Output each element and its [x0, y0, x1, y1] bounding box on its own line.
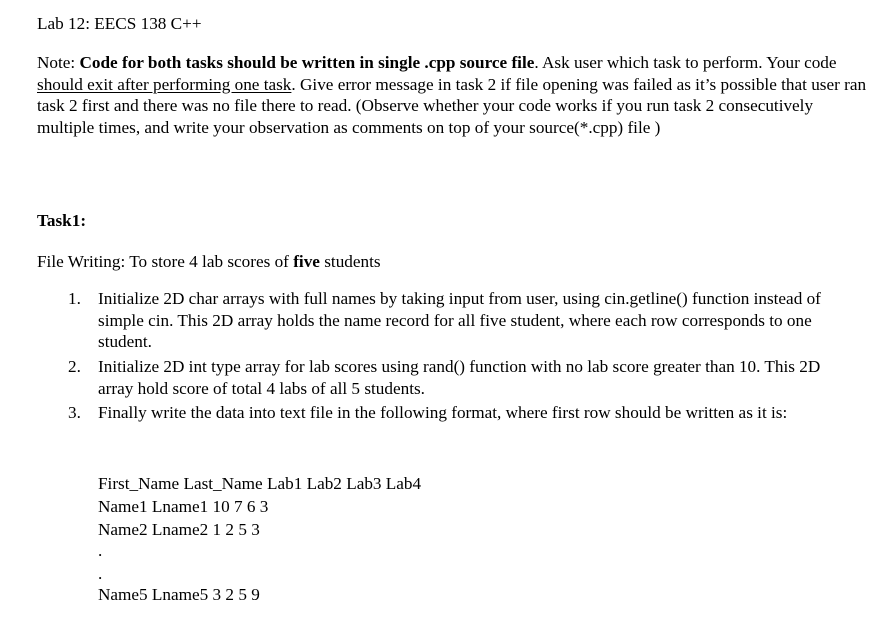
format-ellipsis-dot: . [98, 541, 103, 560]
format-line: Name5 Lname5 3 2 5 9 [98, 585, 260, 604]
note-underlined-text: should exit after performing one task [37, 74, 292, 94]
list-text: Initialize 2D int type array for lab scores using rand() function with no lab score greater than 10. This 2D array hold score of total 4 labs of all 5 students. [98, 357, 821, 398]
note-paragraph [37, 52, 867, 138]
task1-intro [37, 251, 381, 272]
format-header-line: First_Name Last_Name Lab1 Lab2 Lab3 Lab4 [98, 474, 422, 493]
format-ellipsis-dot: . [98, 564, 103, 583]
format-line: Name1 Lname1 10 7 6 3 [98, 497, 269, 516]
task1-heading: Task1: [37, 211, 87, 230]
list-number: 3. [68, 403, 81, 422]
intro-bold: five [293, 252, 320, 271]
list-number: 1. [68, 289, 81, 308]
list-text: Finally write the data into text file in the following format, where first row should be written as it is: [98, 403, 788, 422]
list-number: 2. [68, 357, 81, 376]
note-prefix: Note: [37, 53, 80, 72]
intro-suffix: students [319, 252, 381, 271]
note-text-2: . Give error message in task 2 if file opening was failed as it’s possible that user ran task 2 first and there was no file there to read. (Observe whether your code works if you run task 2 consecutively multiple times, and write your observation as comments on top of your source(*.cpp) file ) [37, 74, 867, 137]
format-line: Name2 Lname2 1 2 5 3 [98, 520, 260, 539]
document-title: Lab 12: EECS 138 C++ [37, 14, 202, 33]
list-text: Initialize 2D char arrays with full names by taking input from user, using cin.getline() function instead of simple cin. This 2D array holds the name record for all five student, where each row corresponds to one student. [98, 289, 821, 352]
intro-prefix: File Writing: To store 4 lab scores of [37, 252, 294, 271]
note-text-1: . Ask user which task to perform. Your code [534, 53, 837, 72]
note-bold-text: Code for both tasks should be written in single .cpp source file [79, 53, 535, 72]
